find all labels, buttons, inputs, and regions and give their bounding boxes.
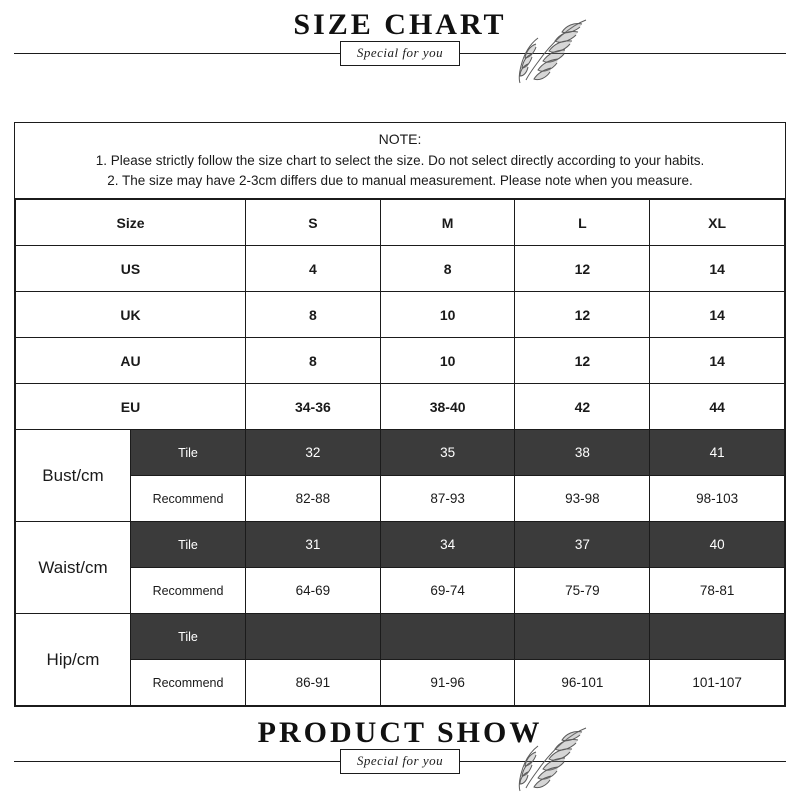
table-row: [16, 384, 785, 430]
sub-label-hip-tile: Tile: [131, 614, 246, 660]
note-line-1: 1. Please strictly follow the size chart to select the size. Do not select directly according to your habits.: [95, 153, 705, 168]
table-row: [16, 660, 785, 706]
cell-bust-rec-m: 87-93: [380, 476, 515, 522]
cell-us-l: 12: [515, 246, 650, 292]
cell-hip-rec-m: 91-96: [380, 660, 515, 706]
cell-hip-tile-xl: [650, 614, 785, 660]
cell-waist-rec-xl: 78-81: [650, 568, 785, 614]
cell-eu-xl: 44: [650, 384, 785, 430]
cell-uk-l: 12: [515, 292, 650, 338]
note-title: NOTE:: [378, 131, 422, 147]
cell-eu-m: 38-40: [380, 384, 515, 430]
size-header-label: Size: [16, 200, 246, 246]
row-label-au: AU: [16, 338, 246, 384]
sub-label-bust-tile: Tile: [131, 430, 246, 476]
cell-waist-rec-l: 75-79: [515, 568, 650, 614]
cell-waist-tile-l: 37: [515, 522, 650, 568]
size-header-xl: XL: [650, 200, 785, 246]
size-header-s: S: [246, 200, 381, 246]
header-subtitle: Special for you: [340, 41, 460, 66]
cell-bust-tile-s: 32: [246, 430, 381, 476]
table-row: [16, 338, 785, 384]
size-header-m: M: [380, 200, 515, 246]
cell-us-xl: 14: [650, 246, 785, 292]
size-chart-table: [15, 199, 785, 706]
cell-hip-tile-m: [380, 614, 515, 660]
footer-subtitle-row: [14, 748, 786, 774]
sub-label-bust-recommend: Recommend: [131, 476, 246, 522]
page-title: SIZE CHART: [293, 8, 507, 41]
table-row: [16, 522, 785, 568]
cell-bust-tile-m: 35: [380, 430, 515, 476]
table-row: [16, 568, 785, 614]
cell-eu-s: 34-36: [246, 384, 381, 430]
table-row: [16, 430, 785, 476]
cell-eu-l: 42: [515, 384, 650, 430]
cell-hip-rec-s: 86-91: [246, 660, 381, 706]
header-banner: [0, 10, 800, 66]
footer-banner: [0, 718, 800, 774]
cell-bust-rec-s: 82-88: [246, 476, 381, 522]
note-block: [15, 123, 785, 199]
table-row: [16, 614, 785, 660]
cell-us-m: 8: [380, 246, 515, 292]
size-chart-table-container: [14, 122, 786, 707]
cell-waist-rec-m: 69-74: [380, 568, 515, 614]
cell-bust-rec-l: 93-98: [515, 476, 650, 522]
cell-bust-rec-xl: 98-103: [650, 476, 785, 522]
footer-banner-inner: [0, 718, 800, 774]
sub-label-waist-tile: Tile: [131, 522, 246, 568]
cell-hip-rec-l: 96-101: [515, 660, 650, 706]
header-subtitle-box-wrap: [340, 41, 460, 66]
cell-hip-tile-s: [246, 614, 381, 660]
row-label-uk: UK: [16, 292, 246, 338]
cell-uk-m: 10: [380, 292, 515, 338]
cell-waist-tile-m: 34: [380, 522, 515, 568]
footer-subtitle-box-wrap: [340, 749, 460, 774]
row-label-hip: Hip/cm: [16, 614, 131, 706]
sub-label-waist-recommend: Recommend: [131, 568, 246, 614]
row-label-waist: Waist/cm: [16, 522, 131, 614]
footer-subtitle: Special for you: [340, 749, 460, 774]
sub-label-hip-recommend: Recommend: [131, 660, 246, 706]
cell-uk-s: 8: [246, 292, 381, 338]
table-row: [16, 246, 785, 292]
table-row-size-header: [16, 200, 785, 246]
row-label-eu: EU: [16, 384, 246, 430]
size-header-l: L: [515, 200, 650, 246]
footer-title: PRODUCT SHOW: [257, 716, 543, 749]
cell-hip-rec-xl: 101-107: [650, 660, 785, 706]
cell-waist-rec-s: 64-69: [246, 568, 381, 614]
cell-bust-tile-l: 38: [515, 430, 650, 476]
cell-waist-tile-xl: 40: [650, 522, 785, 568]
cell-bust-tile-xl: 41: [650, 430, 785, 476]
row-label-bust: Bust/cm: [16, 430, 131, 522]
cell-au-m: 10: [380, 338, 515, 384]
header-banner-inner: [0, 10, 800, 66]
row-label-us: US: [16, 246, 246, 292]
cell-au-l: 12: [515, 338, 650, 384]
table-row: [16, 476, 785, 522]
cell-hip-tile-l: [515, 614, 650, 660]
cell-au-xl: 14: [650, 338, 785, 384]
header-rule-row: [14, 40, 786, 66]
cell-us-s: 4: [246, 246, 381, 292]
header-subtitle-row: [14, 40, 786, 66]
table-row: [16, 292, 785, 338]
note-line-2: 2. The size may have 2-3cm differs due to manual measurement. Please note when you measure.: [107, 172, 693, 188]
cell-uk-xl: 14: [650, 292, 785, 338]
cell-waist-tile-s: 31: [246, 522, 381, 568]
cell-au-s: 8: [246, 338, 381, 384]
footer-rule-row: [14, 748, 786, 774]
